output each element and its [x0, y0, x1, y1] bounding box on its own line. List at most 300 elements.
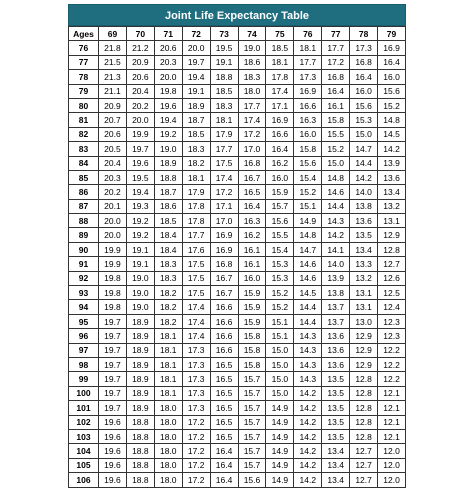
table-cell: 12.3: [378, 314, 406, 328]
table-cell: 18.8: [154, 170, 182, 184]
table-cell: 12.9: [378, 228, 406, 242]
table-cell: 15.0: [266, 372, 294, 386]
table-cell: 19.6: [99, 473, 127, 487]
table-cell: 15.0: [266, 357, 294, 371]
table-cell: 16.4: [210, 458, 238, 472]
table-cell: 12.1: [378, 415, 406, 429]
table-cell: 16.5: [210, 386, 238, 400]
table-cell: 14.8: [322, 170, 350, 184]
table-cell: 18.0: [154, 444, 182, 458]
table-cell: 17.2: [322, 55, 350, 69]
table-cell: 18.1: [154, 329, 182, 343]
table-cell: 18.2: [154, 300, 182, 314]
table-row: [69, 98, 406, 112]
table-cell: 20.0: [99, 214, 127, 228]
table-cell: 15.7: [238, 401, 266, 415]
table-cell: 18.1: [294, 41, 322, 55]
table-cell: 16.0: [294, 127, 322, 141]
table-cell: 16.3: [238, 214, 266, 228]
table-cell: 19.7: [99, 329, 127, 343]
table-cell: 18.9: [126, 329, 154, 343]
row-age-cell: 81: [69, 113, 99, 127]
table-cell: 16.9: [210, 242, 238, 256]
table-cell: 13.4: [322, 473, 350, 487]
table-cell: 12.0: [378, 444, 406, 458]
table-cell: 19.4: [154, 113, 182, 127]
table-cell: 13.2: [378, 199, 406, 213]
table-row: [69, 55, 406, 69]
table-cell: 18.3: [182, 142, 210, 156]
table-cell: 13.6: [322, 343, 350, 357]
table-cell: 15.5: [266, 228, 294, 242]
table-cell: 21.3: [99, 70, 127, 84]
table-cell: 18.0: [154, 473, 182, 487]
row-age-cell: 80: [69, 98, 99, 112]
table-cell: 19.7: [99, 372, 127, 386]
table-cell: 19.6: [99, 444, 127, 458]
table-cell: 14.9: [266, 415, 294, 429]
table-cell: 13.0: [350, 314, 378, 328]
table-cell: 19.7: [99, 386, 127, 400]
table-cell: 14.7: [350, 142, 378, 156]
table-cell: 16.8: [322, 70, 350, 84]
table-cell: 16.7: [238, 170, 266, 184]
table-cell: 16.0: [350, 84, 378, 98]
row-age-cell: 98: [69, 357, 99, 371]
table-cell: 19.7: [126, 142, 154, 156]
table-cell: 17.6: [182, 242, 210, 256]
table-cell: 17.2: [182, 429, 210, 443]
header-row: [69, 27, 406, 41]
table-cell: 18.5: [210, 84, 238, 98]
row-age-cell: 85: [69, 170, 99, 184]
table-cell: 18.9: [126, 314, 154, 328]
table-cell: 17.4: [182, 300, 210, 314]
table-cell: 15.7: [238, 386, 266, 400]
table-cell: 17.5: [182, 271, 210, 285]
table-cell: 19.4: [182, 70, 210, 84]
table-cell: 13.5: [350, 228, 378, 242]
table-cell: 15.9: [238, 314, 266, 328]
table-cell: 19.9: [99, 257, 127, 271]
header-cell-age-71: 71: [154, 27, 182, 41]
table-row: [69, 286, 406, 300]
table-cell: 15.3: [266, 257, 294, 271]
table-cell: 13.4: [322, 458, 350, 472]
table-cell: 13.1: [378, 214, 406, 228]
table-cell: 13.6: [322, 357, 350, 371]
table-row: [69, 271, 406, 285]
table-cell: 12.7: [378, 257, 406, 271]
table-cell: 15.0: [322, 156, 350, 170]
table-cell: 19.0: [126, 271, 154, 285]
table-row: [69, 329, 406, 343]
table-row: [69, 170, 406, 184]
table-cell: 14.2: [294, 415, 322, 429]
row-age-cell: 90: [69, 242, 99, 256]
table-cell: 21.1: [99, 84, 127, 98]
table-cell: 15.0: [350, 127, 378, 141]
table-cell: 18.9: [182, 98, 210, 112]
header-cell-age-76: 76: [294, 27, 322, 41]
table-cell: 17.2: [210, 185, 238, 199]
table-cell: 18.0: [238, 84, 266, 98]
table-cell: 16.4: [322, 84, 350, 98]
table-cell: 21.5: [99, 55, 127, 69]
row-age-cell: 82: [69, 127, 99, 141]
row-age-cell: 101: [69, 401, 99, 415]
row-age-cell: 86: [69, 185, 99, 199]
table-cell: 17.3: [294, 70, 322, 84]
table-cell: 12.6: [378, 271, 406, 285]
table-cell: 19.1: [182, 84, 210, 98]
table-cell: 13.9: [378, 156, 406, 170]
table-cell: 15.8: [238, 357, 266, 371]
table-cell: 14.2: [322, 228, 350, 242]
table-cell: 16.6: [266, 127, 294, 141]
table-cell: 14.6: [294, 271, 322, 285]
table-cell: 19.7: [99, 314, 127, 328]
table-cell: 13.9: [322, 271, 350, 285]
table-cell: 16.5: [210, 357, 238, 371]
row-age-cell: 84: [69, 156, 99, 170]
table-cell: 18.1: [210, 113, 238, 127]
table-cell: 16.5: [238, 185, 266, 199]
table-cell: 12.8: [378, 242, 406, 256]
table-cell: 15.3: [350, 113, 378, 127]
table-cell: 12.8: [350, 372, 378, 386]
row-age-cell: 87: [69, 199, 99, 213]
table-cell: 21.2: [126, 41, 154, 55]
table-cell: 15.3: [266, 271, 294, 285]
table-cell: 18.7: [154, 185, 182, 199]
table-cell: 14.9: [266, 444, 294, 458]
table-cell: 17.0: [238, 142, 266, 156]
table-cell: 16.9: [378, 41, 406, 55]
table-cell: 14.6: [322, 185, 350, 199]
table-cell: 18.9: [154, 156, 182, 170]
table-cell: 17.7: [322, 41, 350, 55]
table-cell: 14.0: [322, 257, 350, 271]
table-cell: 16.4: [350, 70, 378, 84]
table-cell: 15.4: [294, 170, 322, 184]
table-row: [69, 415, 406, 429]
table-row: [69, 242, 406, 256]
table-cell: 12.8: [350, 429, 378, 443]
table-row: [69, 386, 406, 400]
table-cell: 13.4: [350, 242, 378, 256]
header-cell-age-72: 72: [182, 27, 210, 41]
table-cell: 18.8: [126, 458, 154, 472]
row-age-cell: 99: [69, 372, 99, 386]
table-cell: 18.8: [126, 429, 154, 443]
table-cell: 17.5: [182, 257, 210, 271]
table-cell: 13.7: [322, 300, 350, 314]
table-cell: 18.3: [154, 271, 182, 285]
table-cell: 19.6: [126, 156, 154, 170]
table-cell: 16.3: [294, 113, 322, 127]
table-cell: 18.0: [154, 429, 182, 443]
table-cell: 18.2: [154, 314, 182, 328]
table-cell: 17.8: [182, 199, 210, 213]
table-cell: 15.9: [238, 300, 266, 314]
row-age-cell: 106: [69, 473, 99, 487]
table-cell: 17.5: [182, 286, 210, 300]
row-age-cell: 79: [69, 84, 99, 98]
table-cell: 14.9: [266, 429, 294, 443]
table-cell: 16.6: [210, 300, 238, 314]
table-row: [69, 357, 406, 371]
table-cell: 17.0: [210, 214, 238, 228]
table-row: [69, 228, 406, 242]
table-cell: 18.8: [126, 444, 154, 458]
table-cell: 19.2: [126, 228, 154, 242]
table-cell: 13.5: [322, 372, 350, 386]
table-cell: 12.2: [378, 357, 406, 371]
table-cell: 19.1: [210, 55, 238, 69]
table-cell: 18.3: [154, 257, 182, 271]
row-age-cell: 102: [69, 415, 99, 429]
table-cell: 14.2: [294, 386, 322, 400]
table-cell: 13.6: [378, 170, 406, 184]
table-row: [69, 156, 406, 170]
table-cell: 12.0: [378, 473, 406, 487]
header-cell-age-70: 70: [126, 27, 154, 41]
table-row: [69, 429, 406, 443]
table-cell: 19.7: [99, 343, 127, 357]
table-cell: 14.3: [294, 329, 322, 343]
table-row: [69, 84, 406, 98]
table-row: [69, 199, 406, 213]
table-cell: 20.5: [99, 142, 127, 156]
table-cell: 17.5: [210, 156, 238, 170]
table-cell: 16.1: [238, 242, 266, 256]
table-cell: 17.4: [182, 329, 210, 343]
table-title: Joint Life Expectancy Table: [68, 4, 406, 26]
table-cell: 18.5: [182, 127, 210, 141]
table-cell: 19.0: [126, 286, 154, 300]
table-cell: 19.7: [182, 55, 210, 69]
table-cell: 14.4: [322, 199, 350, 213]
table-cell: 14.6: [294, 257, 322, 271]
table-cell: 15.8: [294, 142, 322, 156]
table-cell: 17.2: [182, 415, 210, 429]
table-cell: 18.1: [154, 357, 182, 371]
table-cell: 19.7: [99, 357, 127, 371]
table-cell: 16.7: [210, 286, 238, 300]
row-age-cell: 93: [69, 286, 99, 300]
table-row: [69, 214, 406, 228]
table-cell: 16.4: [238, 199, 266, 213]
row-age-cell: 95: [69, 314, 99, 328]
table-cell: 15.0: [266, 343, 294, 357]
table-cell: 17.9: [210, 127, 238, 141]
table-cell: 16.2: [238, 228, 266, 242]
table-cell: 15.6: [350, 98, 378, 112]
table-cell: 14.4: [350, 156, 378, 170]
table-cell: 17.3: [182, 401, 210, 415]
table-cell: 16.9: [294, 84, 322, 98]
table-cell: 18.9: [126, 386, 154, 400]
table-cell: 15.2: [322, 142, 350, 156]
table-cell: 19.0: [238, 41, 266, 55]
table-cell: 18.1: [266, 55, 294, 69]
table-cell: 17.4: [266, 84, 294, 98]
table-cell: 13.6: [350, 214, 378, 228]
table-cell: 18.9: [126, 343, 154, 357]
row-age-cell: 88: [69, 214, 99, 228]
table-cell: 12.8: [350, 415, 378, 429]
table-cell: 13.4: [378, 185, 406, 199]
table-cell: 14.8: [378, 113, 406, 127]
header-cell-age-75: 75: [266, 27, 294, 41]
table-cell: 18.7: [182, 113, 210, 127]
table-body: [69, 41, 406, 487]
table-cell: 18.5: [154, 214, 182, 228]
table-cell: 16.2: [266, 156, 294, 170]
row-age-cell: 89: [69, 228, 99, 242]
table-cell: 15.0: [266, 386, 294, 400]
table-cell: 16.9: [266, 113, 294, 127]
table-cell: 15.2: [378, 98, 406, 112]
table-cell: 17.3: [182, 343, 210, 357]
table-cell: 16.1: [238, 257, 266, 271]
table-row: [69, 127, 406, 141]
table-cell: 19.9: [126, 127, 154, 141]
table-cell: 12.1: [378, 386, 406, 400]
table-row: [69, 185, 406, 199]
table-cell: 15.2: [266, 300, 294, 314]
table-cell: 15.2: [294, 185, 322, 199]
table-cell: 15.8: [238, 329, 266, 343]
table-cell: 18.0: [154, 458, 182, 472]
table-cell: 14.2: [350, 170, 378, 184]
table-cell: 18.9: [126, 401, 154, 415]
table-cell: 17.7: [210, 142, 238, 156]
row-age-cell: 100: [69, 386, 99, 400]
table-cell: 18.5: [266, 41, 294, 55]
table-cell: 19.2: [154, 127, 182, 141]
table-cell: 18.1: [154, 372, 182, 386]
table-cell: 16.9: [210, 228, 238, 242]
table-cell: 14.8: [294, 228, 322, 242]
table-cell: 19.5: [126, 170, 154, 184]
table-cell: 12.7: [350, 444, 378, 458]
table-cell: 19.2: [126, 214, 154, 228]
table-cell: 14.9: [266, 473, 294, 487]
table-cell: 17.2: [238, 127, 266, 141]
table-cell: 14.9: [294, 214, 322, 228]
table-cell: 19.9: [99, 242, 127, 256]
table-cell: 14.2: [294, 401, 322, 415]
table-cell: 15.9: [238, 286, 266, 300]
table-cell: 14.1: [322, 242, 350, 256]
table-cell: 17.3: [182, 357, 210, 371]
table-cell: 19.6: [99, 458, 127, 472]
header-cell-ages: Ages: [69, 27, 99, 41]
table-cell: 12.1: [378, 401, 406, 415]
table-cell: 14.3: [322, 214, 350, 228]
table-cell: 15.9: [266, 185, 294, 199]
table-row: [69, 314, 406, 328]
table-cell: 16.6: [210, 343, 238, 357]
table-cell: 14.2: [378, 142, 406, 156]
table-row: [69, 142, 406, 156]
table-cell: 16.4: [210, 473, 238, 487]
table-cell: 16.5: [210, 415, 238, 429]
table-cell: 12.9: [350, 343, 378, 357]
table-cell: 15.6: [238, 473, 266, 487]
table-cell: 20.6: [126, 70, 154, 84]
table-row: [69, 458, 406, 472]
table-cell: 15.7: [238, 444, 266, 458]
table-cell: 13.5: [322, 386, 350, 400]
table-cell: 13.6: [322, 329, 350, 343]
table-cell: 18.8: [210, 70, 238, 84]
row-age-cell: 76: [69, 41, 99, 55]
table-cell: 15.7: [238, 415, 266, 429]
table-cell: 14.4: [294, 300, 322, 314]
table-cell: 18.3: [210, 98, 238, 112]
table-cell: 14.9: [266, 401, 294, 415]
table-cell: 18.4: [154, 242, 182, 256]
table-cell: 18.8: [126, 415, 154, 429]
table-cell: 19.3: [126, 199, 154, 213]
table-cell: 17.8: [182, 214, 210, 228]
row-age-cell: 104: [69, 444, 99, 458]
table-cell: 17.7: [182, 228, 210, 242]
table-cell: 18.1: [182, 170, 210, 184]
table-cell: 17.8: [266, 70, 294, 84]
table-cell: 16.0: [266, 170, 294, 184]
table-cell: 19.6: [154, 98, 182, 112]
table-cell: 15.7: [238, 429, 266, 443]
table-cell: 12.2: [378, 343, 406, 357]
table-cell: 15.6: [378, 84, 406, 98]
table-row: [69, 113, 406, 127]
table-cell: 13.2: [350, 271, 378, 285]
table-cell: 12.3: [378, 329, 406, 343]
table-row: [69, 401, 406, 415]
table-cell: 20.6: [154, 41, 182, 55]
table-cell: 16.8: [210, 257, 238, 271]
table-cell: 12.9: [350, 357, 378, 371]
table-cell: 14.3: [294, 357, 322, 371]
table-cell: 19.0: [154, 142, 182, 156]
life-expectancy-table-container: [68, 4, 406, 488]
table-cell: 20.0: [99, 228, 127, 242]
table-cell: 17.7: [238, 98, 266, 112]
table-cell: 15.8: [322, 113, 350, 127]
table-cell: 16.6: [210, 329, 238, 343]
table-cell: 18.2: [154, 286, 182, 300]
table-cell: 20.2: [99, 185, 127, 199]
table-cell: 16.0: [238, 271, 266, 285]
table-cell: 18.4: [154, 228, 182, 242]
table-cell: 16.4: [266, 142, 294, 156]
table-cell: 14.0: [350, 185, 378, 199]
table-cell: 15.4: [266, 242, 294, 256]
table-cell: 20.9: [99, 98, 127, 112]
table-cell: 13.1: [350, 286, 378, 300]
table-cell: 14.4: [294, 314, 322, 328]
table-cell: 12.8: [350, 401, 378, 415]
row-age-cell: 103: [69, 429, 99, 443]
table-cell: 12.5: [378, 286, 406, 300]
table-cell: 14.3: [294, 372, 322, 386]
table-cell: 20.3: [154, 55, 182, 69]
table-cell: 20.9: [126, 55, 154, 69]
